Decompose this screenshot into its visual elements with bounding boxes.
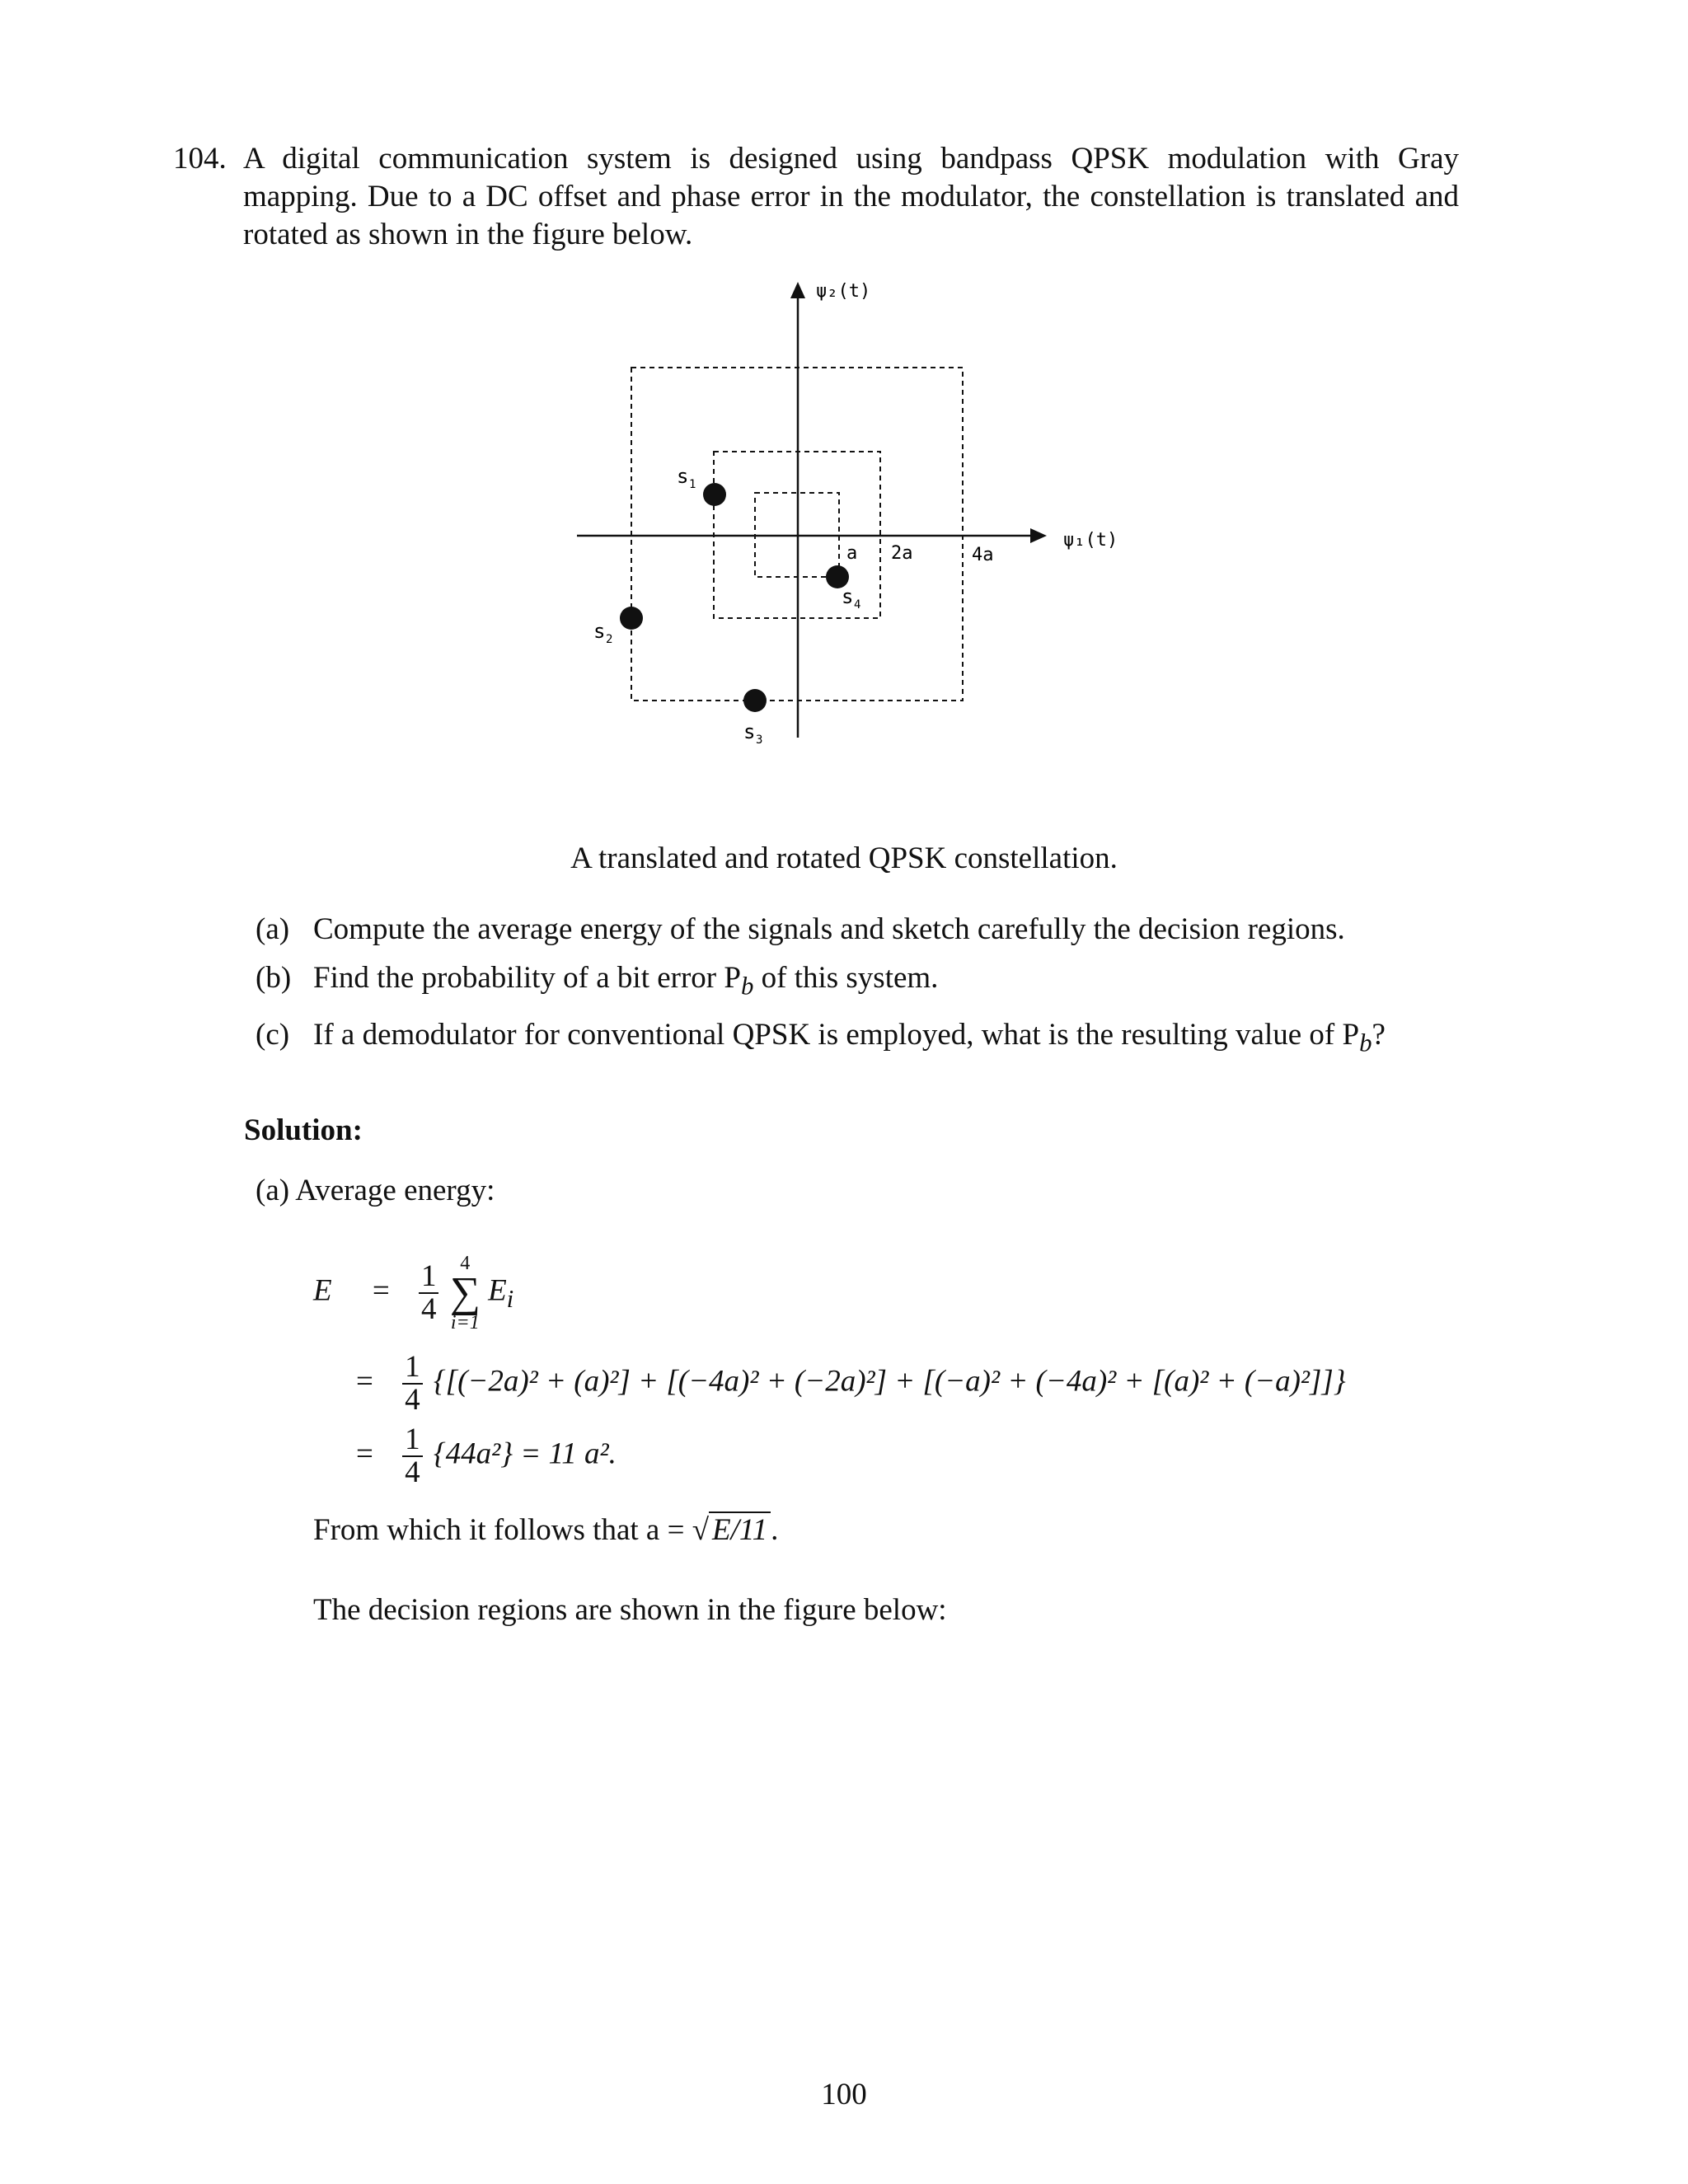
part-a-label: (a)	[256, 912, 290, 946]
label-s1	[677, 465, 696, 491]
problem-number: 104.	[173, 142, 227, 176]
svg-text:1: 1	[689, 478, 696, 491]
problem-statement	[173, 140, 1459, 254]
figure-caption: A translated and rotated QPSK constellation.	[570, 841, 1118, 875]
part-a-text: Compute the average energy of the signals and sketch carefully the decision regions.	[313, 912, 1345, 946]
psi2-label: ψ₂(t)	[816, 281, 871, 302]
part-c-tail: ?	[1372, 1018, 1386, 1052]
label-s3	[743, 720, 762, 747]
part-b: (b) Find the probability of a bit error $P_b$ of this system.	[256, 954, 1492, 1010]
page-number: 100	[821, 2078, 867, 2111]
part-c-label: (c)	[256, 1018, 290, 1052]
constellation-svg	[560, 272, 1137, 766]
equation-line-1: E = $\frac{1}{4}$ 4 ∑ i=1 $E_i$	[313, 1253, 514, 1333]
follows-line: From which it follows that a = √ E/11 .	[313, 1513, 779, 1547]
solution-heading: Solution:	[244, 1113, 363, 1147]
svg-text:s: s	[743, 720, 756, 743]
tick-4a: 4a	[972, 545, 994, 565]
eq2-body: {[(−2a)² + (a)²] + [(−4a)² + (−2a)²] + [(−a)² + (−4a)² + [(a)² + (−a)²]]}	[433, 1364, 1346, 1399]
equation-line-2: = $\frac{1}{4}$ {[(−2a)² + (a)²] + [(−4a)² + (−2a)²] + [(−a)² + (−4a)² + [(a)² + (−a)²]]}	[356, 1350, 1346, 1417]
tick-2a: 2a	[891, 543, 913, 564]
part-b-label: (b)	[256, 961, 292, 995]
y-axis-arrow	[790, 282, 805, 298]
part-b-tail: of this system.	[753, 961, 939, 995]
tick-a: a	[846, 543, 858, 564]
constellation-figure	[560, 272, 1137, 766]
follows-text: From which it follows that a =	[313, 1513, 692, 1547]
point-s2	[620, 607, 643, 630]
svg-text:4: 4	[854, 598, 861, 612]
svg-text:3: 3	[756, 733, 763, 747]
follows-end: .	[771, 1513, 779, 1547]
part-c-text: If a demodulator for conventional QPSK is employed, what is the resulting value of P	[313, 1018, 1360, 1052]
label-s4	[842, 585, 860, 612]
point-s3	[743, 689, 767, 712]
part-c: (c) If a demodulator for conventional QPSK is employed, what is the resulting value of $P_b$?	[256, 1010, 1492, 1067]
solution-a-label: (a) Average energy:	[256, 1174, 495, 1207]
part-b-text: Find the probability of a bit error P	[313, 961, 741, 995]
eq3-body: {44a²} = 11 a².	[433, 1436, 617, 1471]
part-a	[256, 905, 1492, 954]
psi1-label: ψ₁(t)	[1063, 530, 1118, 551]
problem-parts	[256, 905, 1492, 1068]
eq1-rhs: E	[488, 1273, 507, 1308]
follows-sqrt: E/11	[709, 1511, 771, 1547]
svg-text:2: 2	[606, 633, 613, 646]
decision-regions-text: The decision regions are shown in the figure below:	[313, 1593, 947, 1627]
equation-line-3: = $\frac{1}{4}$ {44a²} = 11 a².	[356, 1422, 617, 1489]
point-s1	[703, 483, 726, 506]
svg-text:s: s	[677, 465, 689, 488]
label-s2	[593, 620, 612, 646]
x-axis-arrow	[1030, 528, 1047, 543]
svg-text:s: s	[842, 585, 854, 608]
problem-text: A digital communication system is designed using bandpass QPSK modulation with Gray mapping. Due to a DC offset and phase error in the modulator, the constellation is translated and rotated as shown in the figure below.	[243, 142, 1459, 251]
svg-text:s: s	[593, 620, 606, 643]
eq-lhs: E	[313, 1273, 332, 1308]
